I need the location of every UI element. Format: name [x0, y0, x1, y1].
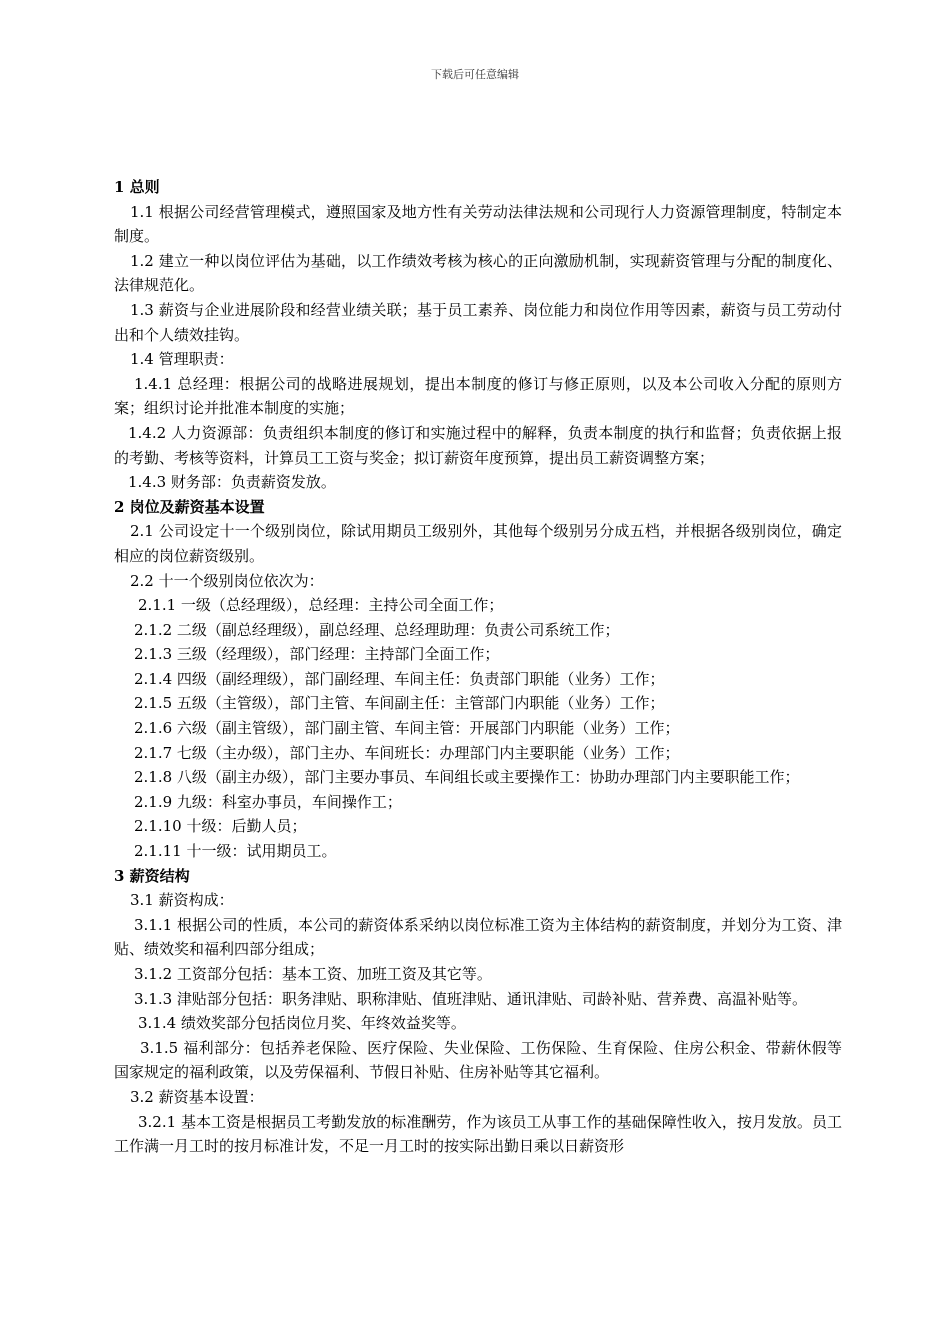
paragraph: 2.1.3 三级（经理级），部门经理：主持部门全面工作；	[134, 645, 500, 664]
paragraph: 3.1.3 津贴部分包括：职务津贴、职称津贴、值班津贴、通讯津贴、司龄补贴、营养费、高温补贴等。	[134, 989, 807, 1008]
paragraph: 2.2 十一个级别岗位依次为：	[130, 571, 324, 590]
paragraph: 2.1.4 四级（副经理级），部门副经理、车间主任：负责部门职能（业务）工作；	[134, 669, 665, 688]
section-heading: 3 薪资结构	[114, 866, 190, 885]
paragraph: 1.1 根据公司经营管理模式，遵照国家及地方性有关劳动法律法规和公司现行人力资源管理制度，特制定本制度。	[114, 202, 842, 246]
paragraph: 1.4.1 总经理：根据公司的战略进展规划，提出本制度的修订与修正原则，以及本公司收入分配的原则方案；组织讨论并批准本制度的实施；	[114, 374, 842, 418]
paragraph: 2.1.9 九级：科室办事员，车间操作工；	[134, 792, 402, 811]
section-heading: 1 总则	[114, 178, 160, 196]
section-heading: 2 岗位及薪资基本设置	[114, 497, 265, 516]
paragraph: 2.1.8 八级（副主办级），部门主要办事员、车间组长或主要操作工：协助办理部门内主要职能工作；	[134, 768, 800, 787]
paragraph: 1.4.2 人力资源部：负责组织本制度的修订和实施过程中的解释，负责本制度的执行和监督；负责依据上报的考勤、考核等资料，计算员工工资与奖金；拟订薪资年度预算，提出员工薪资调整方案；	[114, 423, 842, 467]
paragraph: 3.1 薪资构成：	[130, 891, 234, 910]
paragraph: 2.1 公司设定十一个级别岗位，除试用期员工级别外，其他每个级别另分成五档，并根据各级别岗位，确定相应的岗位薪资级别。	[114, 522, 842, 565]
paragraph: 3.1.1 根据公司的性质，本公司的薪资体系采纳以岗位标准工资为主体结构的薪资制度，并划分为工资、津贴、绩效奖和福利四部分组成；	[114, 915, 842, 959]
paragraph: 3.1.4 绩效奖部分包括岗位月奖、年终效益奖等。	[138, 1014, 466, 1033]
paragraph: 2.1.2 二级（副总经理级），副总经理、总经理助理：负责公司系统工作；	[134, 620, 620, 639]
paragraph: 3.1.2 工资部分包括：基本工资、加班工资及其它等。	[134, 965, 492, 983]
paragraph: 2.1.5 五级（主管级），部门主管、车间副主任：主管部门内职能（业务）工作；	[134, 694, 665, 713]
paragraph: 1.3 薪资与企业进展阶段和经营业绩关联；基于员工素养、岗位能力和岗位作用等因素，薪资与员工劳动付出和个人绩效挂钩。	[114, 300, 842, 344]
paragraph: 1.4 管理职责：	[130, 350, 234, 369]
paragraph: 2.1.1 一级（总经理级），总经理：主持公司全面工作；	[138, 596, 504, 615]
paragraph: 2.1.6 六级（副主管级），部门副主管、车间主管：开展部门内职能（业务）工作；	[134, 719, 680, 738]
header-note: 下载后可任意编辑	[431, 68, 519, 81]
paragraph: 3.2 薪资基本设置：	[130, 1087, 264, 1106]
paragraph: 1.2 建立一种以岗位评估为基础，以工作绩效考核为核心的正向激励机制，实现薪资管理与分配的制度化、法律规范化。	[114, 251, 842, 295]
document-body	[114, 175, 842, 1159]
paragraph: 2.1.7 七级（主办级），部门主办、车间班长：办理部门内主要职能（业务）工作；	[134, 743, 680, 762]
paragraph: 1.4.3 财务部：负责薪资发放。	[128, 473, 336, 492]
paragraph: 3.2.1 基本工资是根据员工考勤发放的标准酬劳，作为该员工从事工作的基础保障性收入，按月发放。员工工作满一月工时的按月标准计发，不足一月工时的按实际出勤日乘以日薪资形	[114, 1112, 842, 1156]
paragraph: 2.1.10 十级：后勤人员；	[134, 817, 307, 836]
paragraph: 2.1.11 十一级：试用期员工。	[134, 842, 337, 861]
paragraph: 3.1.5 福利部分：包括养老保险、医疗保险、失业保险、工伤保险、生育保险、住房公积金、带薪休假等国家规定的福利政策，以及劳保福利、节假日补贴、住房补贴等其它福利。	[114, 1038, 842, 1082]
